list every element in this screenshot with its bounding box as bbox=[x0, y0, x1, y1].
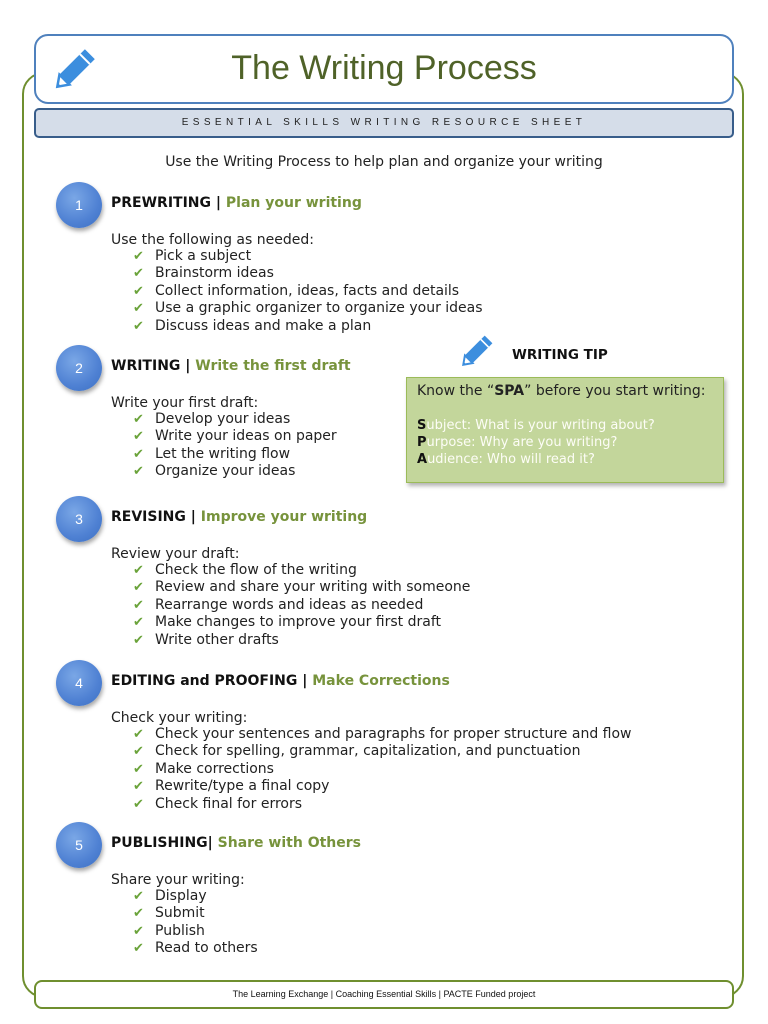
list-item-text: Display bbox=[155, 888, 207, 904]
list-item-text: Check your sentences and paragraphs for proper structure and flow bbox=[155, 726, 632, 742]
list-item-text: Make corrections bbox=[155, 760, 274, 777]
check-icon: ✔ bbox=[133, 615, 144, 631]
tip-line-subject bbox=[417, 418, 655, 433]
checklist bbox=[133, 248, 483, 335]
list-item-text: Write your ideas on paper bbox=[155, 428, 337, 445]
checklist bbox=[133, 411, 337, 481]
check-icon: ✔ bbox=[133, 779, 144, 795]
list-item-text: Brainstorm ideas bbox=[155, 265, 274, 282]
footer-text: The Learning Exchange | Coaching Essential Skills | PACTE Funded project bbox=[232, 989, 536, 999]
step-heading bbox=[111, 673, 450, 689]
check-icon: ✔ bbox=[133, 464, 144, 480]
list-item bbox=[133, 411, 337, 428]
list-item bbox=[133, 614, 470, 631]
check-icon: ✔ bbox=[133, 727, 144, 742]
list-item bbox=[133, 248, 483, 265]
step-title: PREWRITING bbox=[111, 195, 212, 211]
list-item-text: Check final for errors bbox=[155, 795, 303, 812]
step-subtitle: Share with Others bbox=[217, 835, 361, 851]
pencil-icon bbox=[456, 330, 498, 372]
list-item bbox=[133, 562, 470, 579]
step-title: WRITING bbox=[111, 358, 181, 374]
tip-intro-text: Know the “ bbox=[417, 383, 495, 399]
tip-line-text: urpose: Why are you writing? bbox=[426, 435, 618, 450]
list-item bbox=[133, 923, 258, 940]
list-item-text: Organize your ideas bbox=[155, 463, 296, 480]
check-icon: ✔ bbox=[133, 923, 144, 939]
check-icon: ✔ bbox=[133, 318, 144, 334]
tip-line-purpose bbox=[417, 435, 617, 450]
list-item-text: Review and share your writing with someone bbox=[155, 579, 471, 596]
tip-intro-text: ” before you start writing: bbox=[524, 383, 706, 399]
list-item-text: Read to others bbox=[155, 940, 258, 957]
step-lead: Write your first draft: bbox=[111, 395, 259, 411]
footer bbox=[34, 980, 734, 1009]
writing-tip-box bbox=[406, 377, 724, 483]
list-item-text: Let the writing flow bbox=[155, 445, 291, 462]
step-subtitle: Write the first draft bbox=[195, 358, 351, 374]
check-icon: ✔ bbox=[133, 941, 144, 957]
check-icon: ✔ bbox=[133, 266, 144, 282]
list-item bbox=[133, 265, 483, 282]
check-icon: ✔ bbox=[133, 412, 144, 427]
checklist bbox=[133, 888, 258, 958]
step-heading bbox=[111, 835, 361, 851]
check-icon: ✔ bbox=[133, 429, 144, 445]
list-item-text: Collect information, ideas, facts and details bbox=[155, 282, 460, 299]
step-lead: Check your writing: bbox=[111, 710, 248, 726]
list-item bbox=[133, 632, 470, 649]
checklist bbox=[133, 726, 632, 813]
list-item-text: Submit bbox=[155, 905, 205, 922]
list-item bbox=[133, 579, 470, 596]
tip-line-audience bbox=[417, 452, 595, 467]
step-heading bbox=[111, 195, 362, 211]
tip-intro bbox=[417, 383, 706, 399]
list-item bbox=[133, 283, 483, 300]
list-item-text: Make changes to improve your first draft bbox=[155, 614, 442, 631]
step-subtitle: Plan your writing bbox=[225, 195, 362, 211]
list-item bbox=[133, 318, 483, 335]
list-item-text: Develop your ideas bbox=[155, 411, 291, 427]
tip-letter: S bbox=[417, 418, 427, 433]
list-item-text: Write other drafts bbox=[155, 631, 279, 648]
writing-tip-header bbox=[456, 330, 656, 374]
list-item-text: Check for spelling, grammar, capitalization, and punctuation bbox=[155, 743, 581, 760]
list-item bbox=[133, 597, 470, 614]
page-title: The Writing Process bbox=[231, 49, 537, 87]
checklist bbox=[133, 562, 470, 649]
check-icon: ✔ bbox=[133, 906, 144, 922]
title-banner bbox=[34, 34, 734, 104]
list-item-text: Discuss ideas and make a plan bbox=[155, 317, 372, 334]
check-icon: ✔ bbox=[133, 563, 144, 578]
step-number-badge: 3 bbox=[56, 496, 102, 542]
check-icon: ✔ bbox=[133, 597, 144, 613]
check-icon: ✔ bbox=[133, 796, 144, 812]
step-number-badge: 2 bbox=[56, 345, 102, 391]
check-icon: ✔ bbox=[133, 580, 144, 596]
check-icon: ✔ bbox=[133, 744, 144, 760]
step-heading bbox=[111, 358, 351, 374]
list-item-text: Publish bbox=[155, 922, 205, 939]
subtitle-bar bbox=[34, 108, 734, 138]
list-item-text: Rearrange words and ideas as needed bbox=[155, 596, 424, 613]
step-lead: Use the following as needed: bbox=[111, 232, 314, 248]
step-title: REVISING bbox=[111, 509, 186, 525]
writing-tip-title: WRITING TIP bbox=[512, 347, 608, 363]
step-title: EDITING and PROOFING bbox=[111, 673, 298, 689]
check-icon: ✔ bbox=[133, 889, 144, 904]
subtitle: ESSENTIAL SKILLS WRITING RESOURCE SHEET bbox=[181, 117, 587, 128]
step-lead: Share your writing: bbox=[111, 872, 245, 888]
list-item bbox=[133, 463, 337, 480]
list-item bbox=[133, 761, 632, 778]
check-icon: ✔ bbox=[133, 283, 144, 299]
heading-separator: | bbox=[297, 673, 313, 689]
intro-text: Use the Writing Process to help plan and organize your writing bbox=[165, 154, 603, 170]
list-item bbox=[133, 446, 337, 463]
tip-line-text: udience: Who will read it? bbox=[427, 452, 595, 467]
list-item-text: Use a graphic organizer to organize your ideas bbox=[155, 300, 483, 317]
heading-separator: | bbox=[211, 195, 226, 211]
list-item bbox=[133, 300, 483, 317]
step-subtitle: Improve your writing bbox=[200, 509, 368, 525]
list-item bbox=[133, 778, 632, 795]
step-lead: Review your draft: bbox=[111, 546, 240, 562]
list-item bbox=[133, 726, 632, 743]
step-number-badge: 1 bbox=[56, 182, 102, 228]
tip-letter: P bbox=[417, 435, 427, 450]
heading-separator: | bbox=[185, 509, 201, 525]
list-item bbox=[133, 428, 337, 445]
list-item-text: Pick a subject bbox=[155, 248, 252, 264]
step-title: PUBLISHING bbox=[111, 835, 208, 851]
step-heading bbox=[111, 509, 367, 525]
check-icon: ✔ bbox=[133, 632, 144, 648]
list-item bbox=[133, 743, 632, 760]
tip-line-text: ubject: What is your writing about? bbox=[426, 418, 655, 433]
tip-acronym: SPA bbox=[494, 383, 525, 399]
step-subtitle: Make Corrections bbox=[312, 673, 450, 689]
heading-separator: | bbox=[207, 835, 218, 851]
check-icon: ✔ bbox=[133, 446, 144, 462]
check-icon: ✔ bbox=[133, 761, 144, 777]
step-number-badge: 4 bbox=[56, 660, 102, 706]
list-item bbox=[133, 940, 258, 957]
list-item bbox=[133, 796, 632, 813]
tip-letter: A bbox=[417, 452, 428, 467]
list-item bbox=[133, 888, 258, 905]
list-item-text: Check the flow of the writing bbox=[155, 562, 357, 578]
heading-separator: | bbox=[180, 358, 196, 374]
list-item-text: Rewrite/type a final copy bbox=[155, 778, 330, 795]
list-item bbox=[133, 905, 258, 922]
step-number-badge: 5 bbox=[56, 822, 102, 868]
check-icon: ✔ bbox=[133, 249, 144, 264]
check-icon: ✔ bbox=[133, 301, 144, 317]
